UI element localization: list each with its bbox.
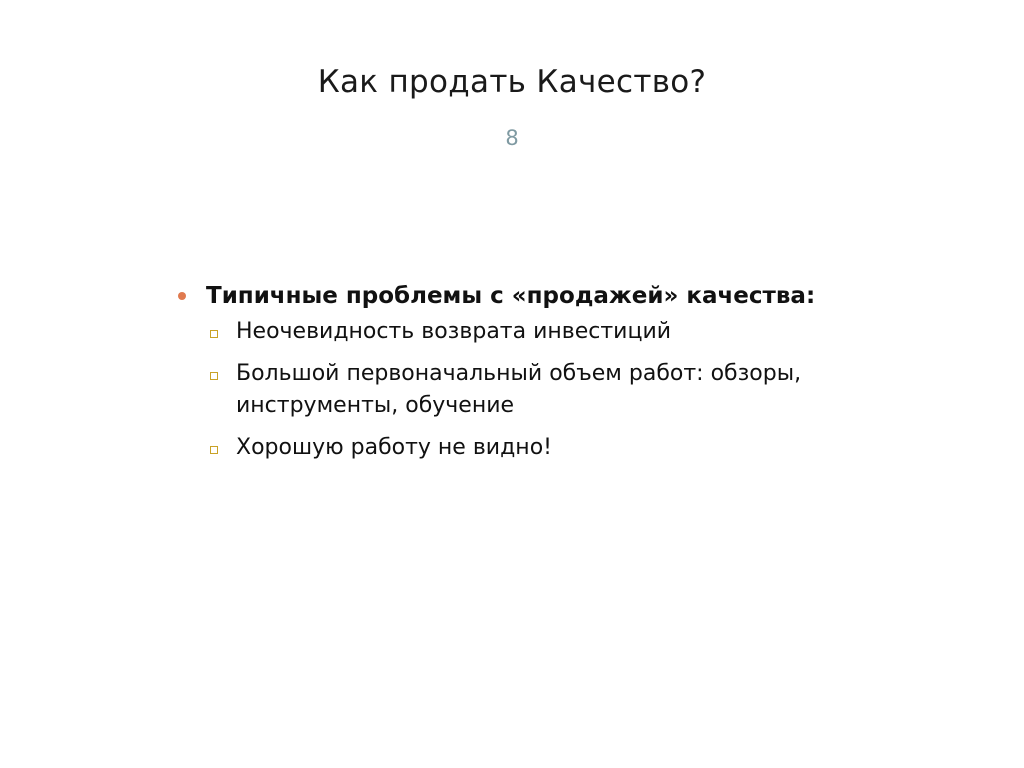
sub-bullet-text: Большой первоначальный объем работ: обзоры, инструменты, обучение <box>236 361 802 418</box>
slide-title: Как продать Качество? <box>317 64 707 100</box>
sub-bullet-list <box>178 316 918 464</box>
sub-bullet-item <box>210 432 918 464</box>
main-bullet-point <box>178 276 918 316</box>
main-bullet-text: Типичные проблемы с «продажей» качества: <box>206 283 816 309</box>
sub-bullet-item <box>210 316 918 348</box>
slide-number: 8 <box>505 126 519 150</box>
square-bullet-icon <box>210 446 218 454</box>
sub-bullet-text: Неочевидность возврата инвестиций <box>236 319 672 344</box>
square-bullet-icon <box>210 330 218 338</box>
square-bullet-icon <box>210 372 218 380</box>
slide-content <box>178 276 918 474</box>
sub-bullet-item <box>210 358 918 422</box>
sub-bullet-text: Хорошую работу не видно! <box>236 435 552 460</box>
round-bullet-icon <box>178 292 186 300</box>
